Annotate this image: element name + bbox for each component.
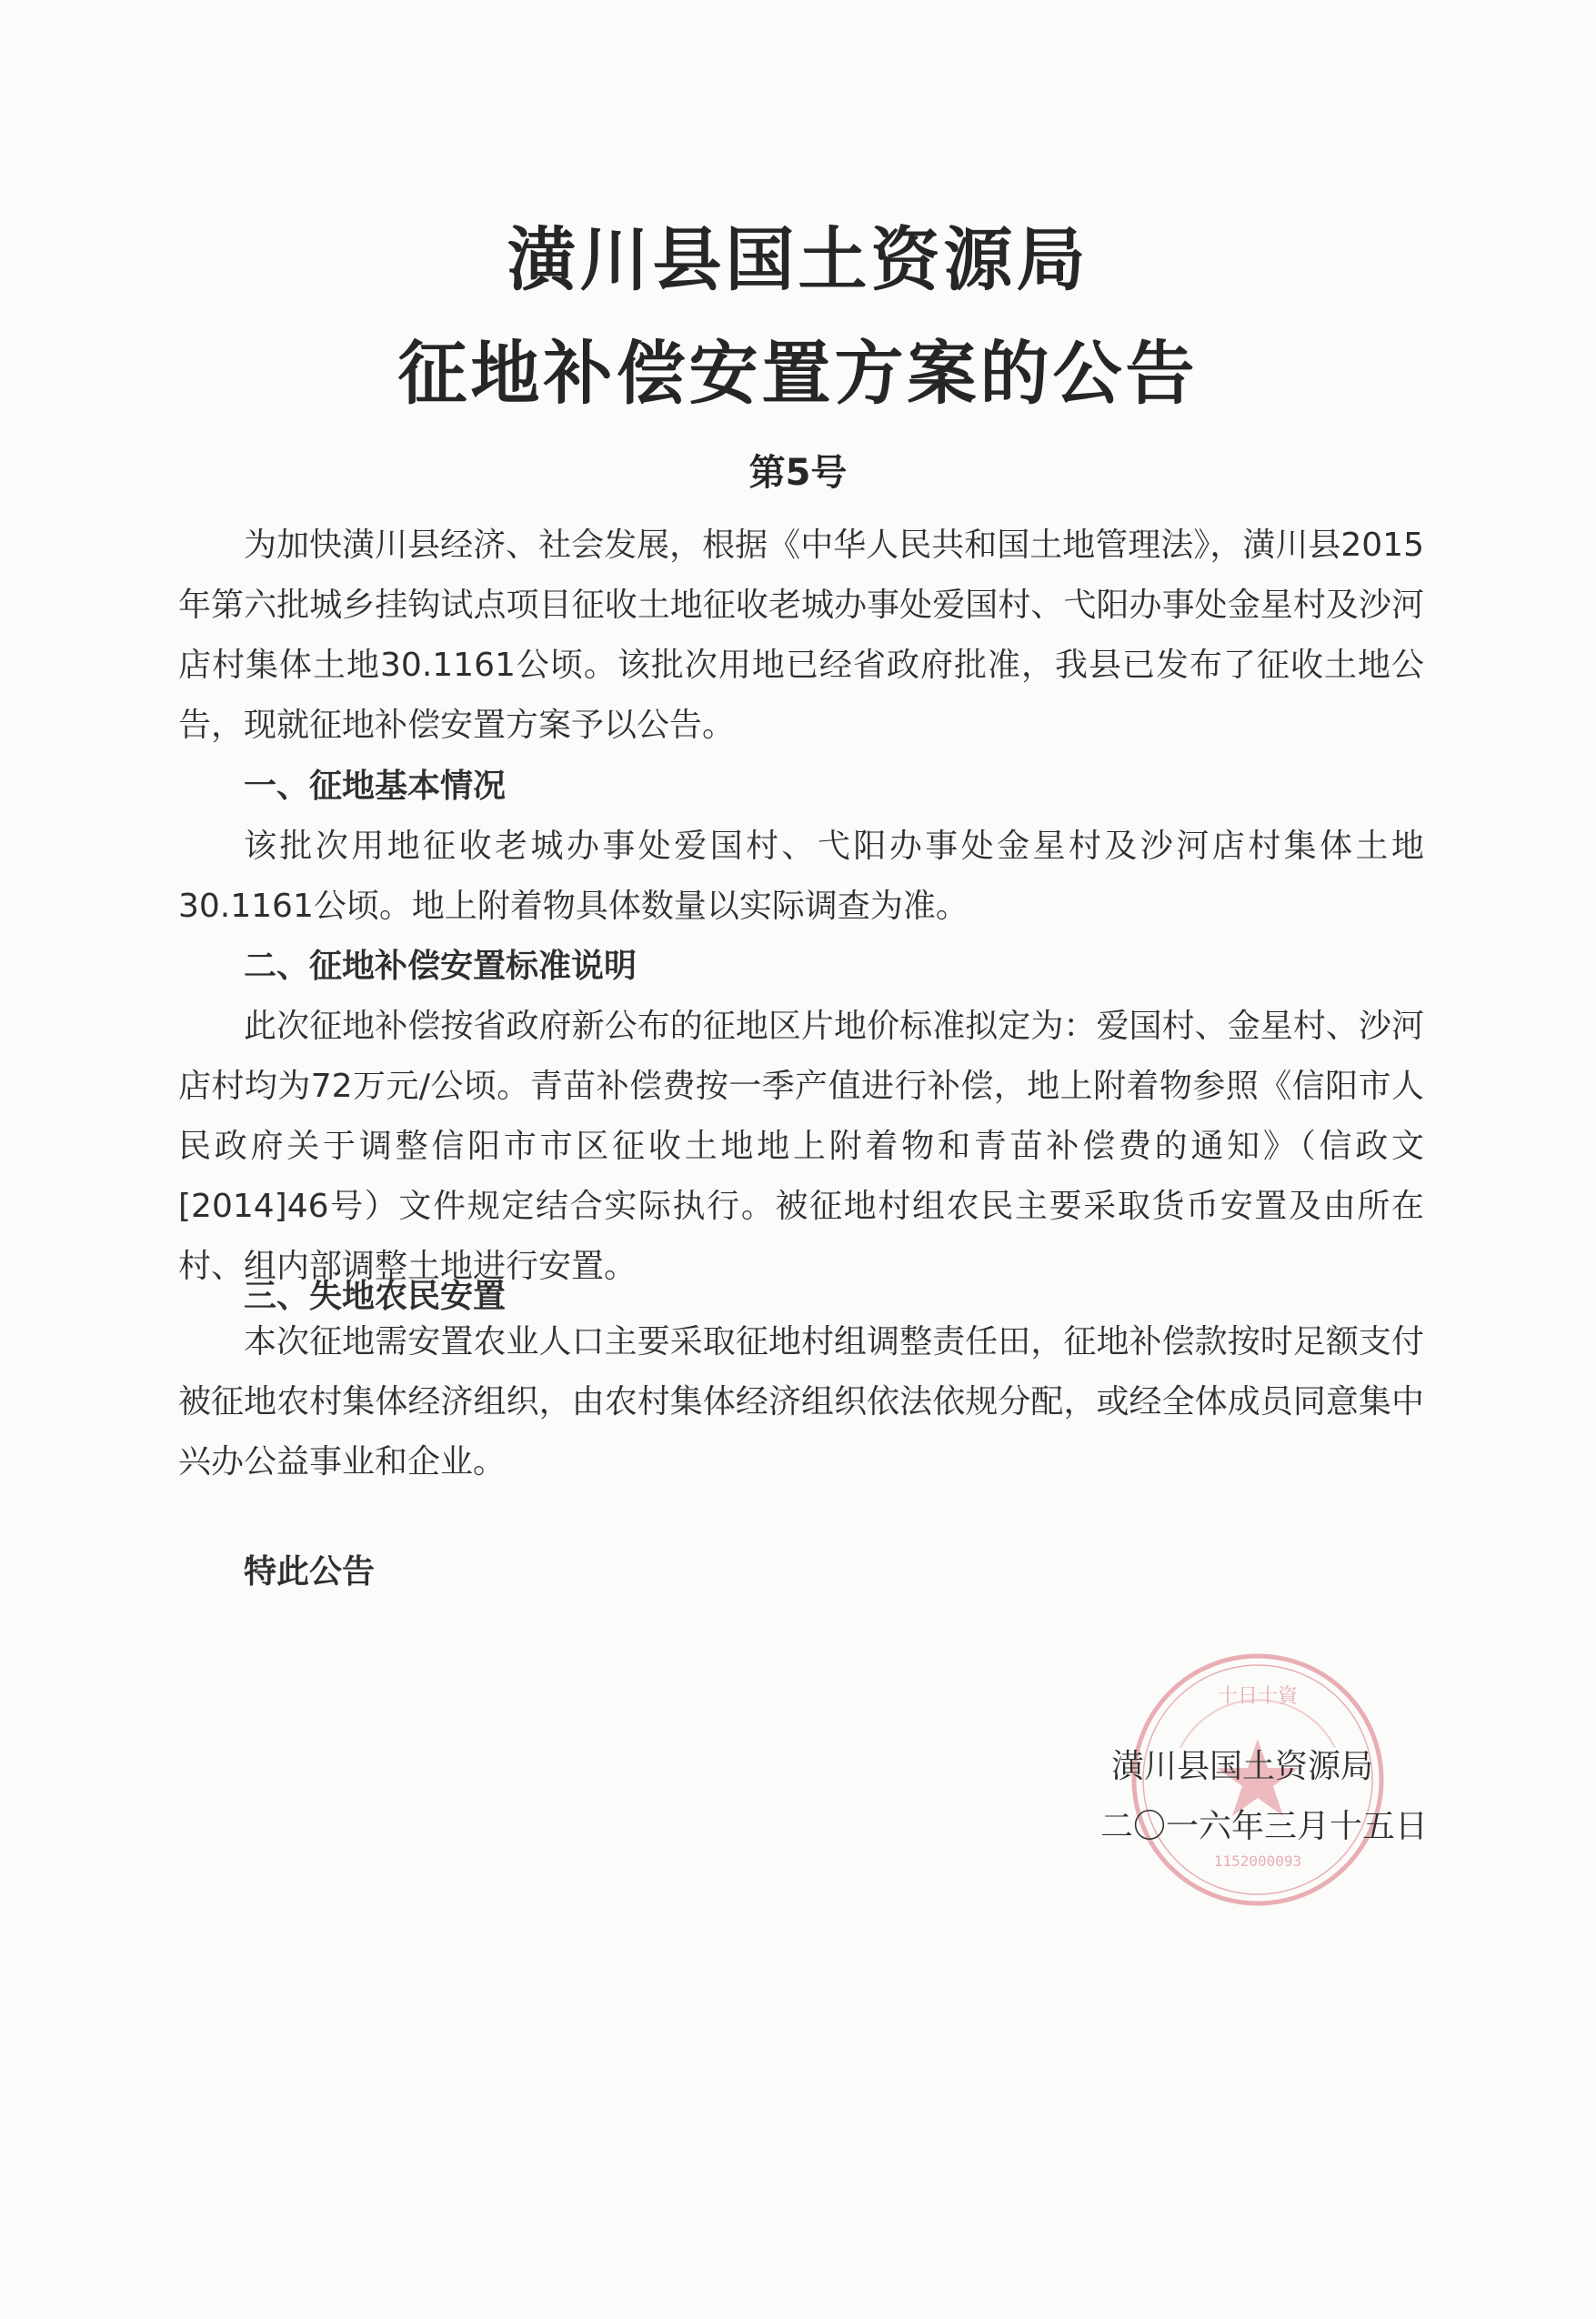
section-1-heading: 一、征地基本情况 — [244, 768, 507, 805]
signature-block — [1028, 1737, 1428, 1857]
title-line-2: 征地补偿安置方案的公告 — [397, 333, 1199, 414]
intro-paragraph — [178, 516, 1424, 756]
section-1-text: 该批次用地征收老城办事处爱国村、弋阳办事处金星村及沙河店村集体土地30.1161公顷。地上附着物具体数量以实际调查为准。 — [178, 828, 1424, 925]
section-1-paragraph — [178, 817, 1424, 937]
section-3-text: 本次征地需安置农业人口主要采取征地村组调整责任田，征地补偿款按时足额支付被征地农村集体经济组织，由农村集体经济组织依法依规分配，或经全体成员同意集中兴办公益事业和企业。 — [178, 1323, 1424, 1481]
seal-number: 1152000093 — [1213, 1852, 1302, 1870]
section-2-heading: 二、征地补偿安置标准说明 — [244, 948, 637, 985]
section-2-text: 此次征地补偿按省政府新公布的征地区片地价标准拟定为：爱国村、金星村、沙河店村均为72万元/公顷。青苗补偿费按一季产值进行补偿，地上附着物参照《信阳市人民政府关于调整信阳市市区征收土地地上附着物和青苗补偿费的通知》（信政文[2014]46号）文件规定结合实际执行。被征地村组农民主要采取货币安置及由所在村、组内部调整土地进行安置。 — [178, 1008, 1424, 1285]
signature-date: 二〇一六年三月十五日 — [1099, 1808, 1428, 1845]
signature-org: 潢川县国土资源局 — [1110, 1748, 1373, 1785]
seal-top-text: 十日十資 — [1217, 1685, 1299, 1708]
section-3-heading: 三、失地农民安置 — [244, 1278, 507, 1315]
document-number: 第5号 — [748, 452, 848, 494]
section-1-heading-block — [178, 757, 1424, 817]
section-2-paragraph — [178, 997, 1424, 1297]
intro-text: 为加快潢川县经济、社会发展，根据《中华人民共和国土地管理法》，潢川县2015年第六批城乡挂钩试点项目征收土地征收老城办事处爱国村、弋阳办事处金星村及沙河店村集体土地30.1161公顷。该批次用地已经省政府批准，我县已发布了征收土地公告，现就征地补偿安置方案予以公告。 — [178, 527, 1424, 744]
section-3-paragraph — [178, 1312, 1424, 1492]
closing-remark: 特此公告 — [244, 1553, 376, 1591]
section-2-heading-block — [178, 937, 1424, 997]
title-line-1: 潢川县国土资源局 — [507, 219, 1089, 300]
